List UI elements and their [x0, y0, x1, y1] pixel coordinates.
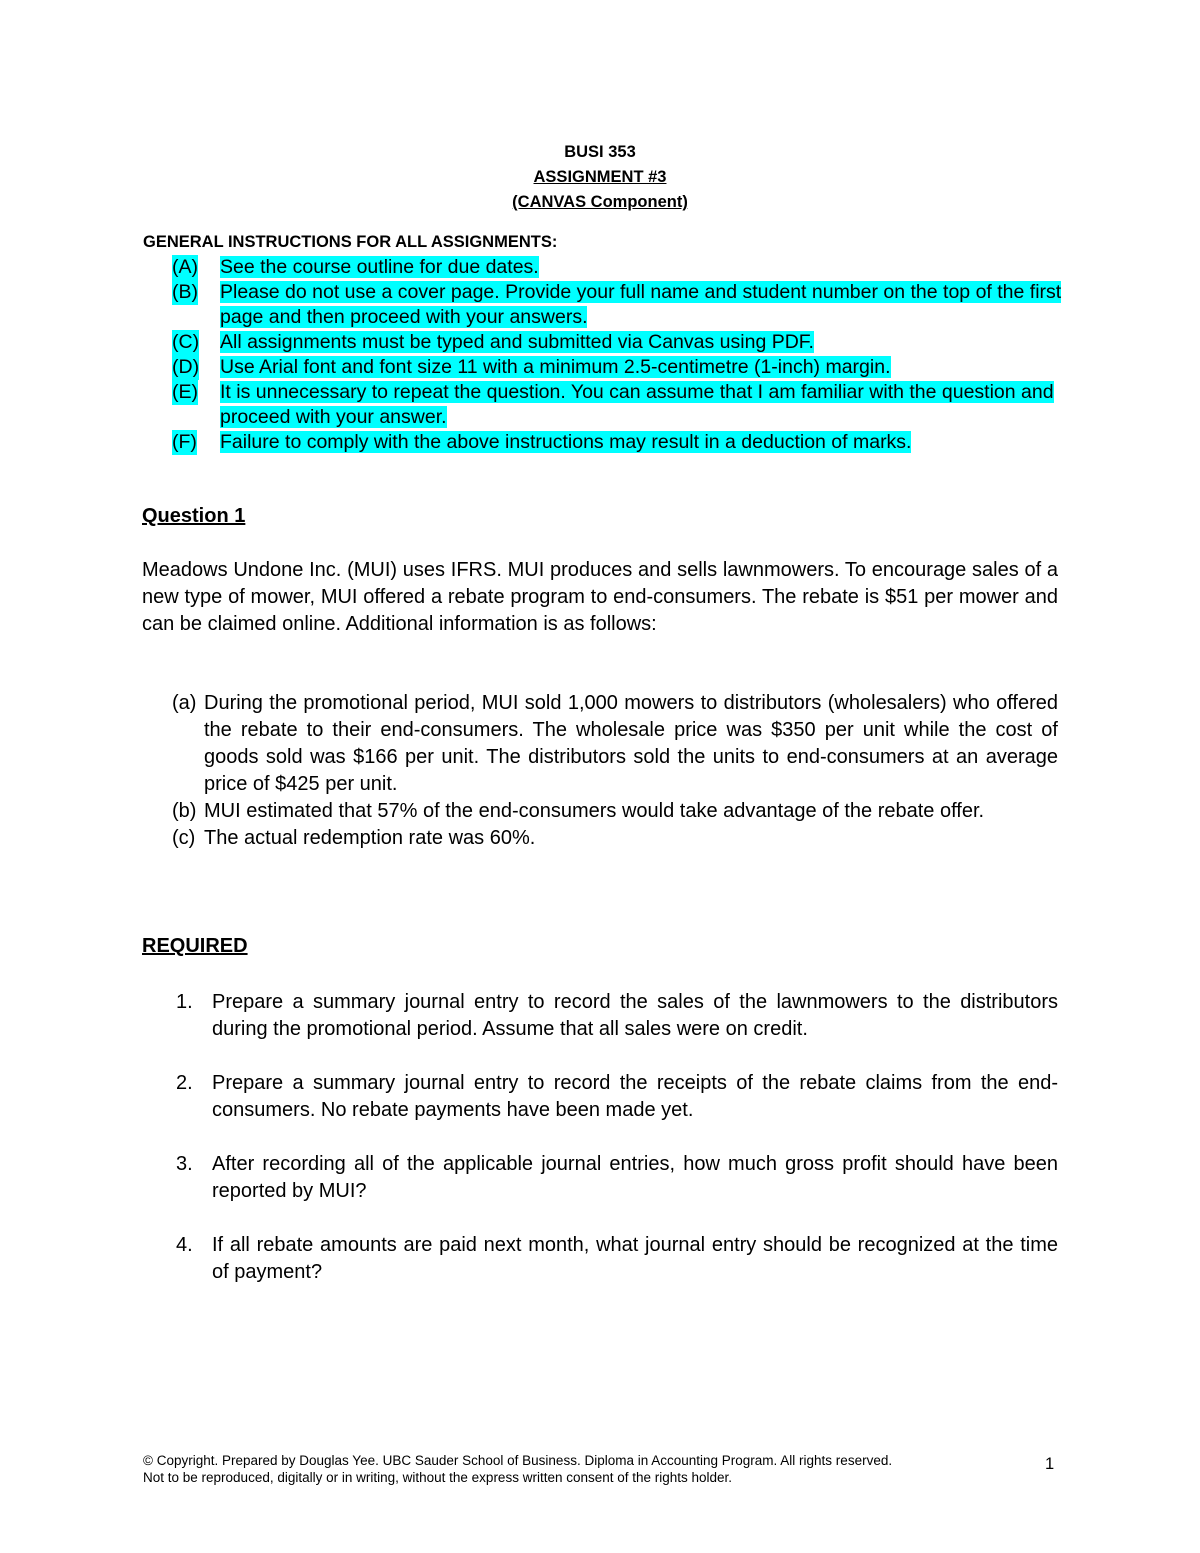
required-title: REQUIRED — [142, 935, 248, 957]
fact-item — [172, 825, 1058, 852]
instruction-text: See the course outline for due dates. — [220, 256, 539, 278]
instruction-item — [172, 355, 1062, 380]
general-instructions-title: GENERAL INSTRUCTIONS FOR ALL ASSIGNMENTS: — [143, 233, 558, 251]
fact-item — [172, 798, 1058, 825]
required-list — [176, 989, 1058, 1313]
required-item — [176, 1070, 1058, 1124]
copyright-line: © Copyright. Prepared by Douglas Yee. UBC Sauder School of Business. Diploma in Accounting Program. All rights reserved. — [143, 1453, 893, 1468]
course-code: BUSI 353 — [564, 143, 636, 161]
instruction-label: (D) — [172, 356, 200, 378]
instruction-item — [172, 280, 1062, 330]
document-header — [0, 140, 1200, 215]
fact-item — [172, 690, 1058, 798]
fact-text: The actual redemption rate was 60%. — [204, 827, 536, 849]
fact-text: During the promotional period, MUI sold 1,000 mowers to distributors (wholesalers) who offered the rebate to their end-consumers. The wholesale price was $350 per unit while the cost of goods sold was $166 per unit. The distributors sold the units to end-consumers at an average price of $425 per unit. — [204, 692, 1058, 795]
fact-text: MUI estimated that 57% of the end-consumers would take advantage of the rebate offer. — [204, 800, 985, 822]
instruction-item — [172, 430, 1062, 455]
instruction-text: Please do not use a cover page. Provide your full name and student number on the top of the first page and then proceed with your answers. — [220, 281, 1062, 328]
instruction-item — [172, 380, 1062, 430]
required-item — [176, 989, 1058, 1043]
question-title: Question 1 — [142, 505, 246, 527]
instruction-label: (A) — [172, 256, 198, 278]
instruction-label: (C) — [172, 331, 200, 353]
required-item — [176, 1232, 1058, 1286]
instruction-text: Failure to comply with the above instructions may result in a deduction of marks. — [220, 431, 912, 453]
fact-label: (a) — [172, 692, 197, 714]
required-number: 3. — [176, 1153, 193, 1175]
instruction-text: Use Arial font and font size 11 with a minimum 2.5-centimetre (1-inch) margin. — [220, 356, 891, 378]
instruction-label: (F) — [172, 431, 197, 453]
instruction-text: All assignments must be typed and submitted via Canvas using PDF. — [220, 331, 814, 353]
instruction-label: (E) — [172, 381, 198, 403]
required-text: Prepare a summary journal entry to record the sales of the lawnmowers to the distributors during the promotional period. Assume that all sales were on credit. — [212, 991, 1058, 1040]
required-text: If all rebate amounts are paid next month, what journal entry should be recognized at the time of payment? — [212, 1234, 1058, 1283]
required-number: 4. — [176, 1234, 193, 1256]
question-facts-list — [172, 690, 1058, 852]
page-number: 1 — [1045, 1455, 1055, 1473]
question-intro: Meadows Undone Inc. (MUI) uses IFRS. MUI produces and sells lawnmowers. To encourage sales of a new type of mower, MUI offered a rebate program to end-consumers. The rebate is $51 per mower and can be claimed online. Additional information is as follows: — [142, 559, 1058, 635]
instruction-text: It is unnecessary to repeat the question. You can assume that I am familiar with the question and proceed with your answer. — [220, 381, 1054, 428]
required-item — [176, 1151, 1058, 1205]
fact-label: (b) — [172, 800, 197, 822]
general-instructions-list — [172, 255, 1062, 455]
fact-label: (c) — [172, 827, 196, 849]
required-text: Prepare a summary journal entry to record the receipts of the rebate claims from the end-consumers. No rebate payments have been made yet. — [212, 1072, 1058, 1121]
required-text: After recording all of the applicable journal entries, how much gross profit should have been reported by MUI? — [212, 1153, 1058, 1202]
copyright-footer — [143, 1452, 892, 1486]
assignment-title: ASSIGNMENT #3 — [533, 168, 667, 186]
instruction-item — [172, 255, 1062, 280]
required-number: 2. — [176, 1072, 193, 1094]
instruction-label: (B) — [172, 281, 198, 303]
instruction-item — [172, 330, 1062, 355]
reproduction-notice: Not to be reproduced, digitally or in writing, without the express written consent of the rights holder. — [143, 1470, 733, 1485]
required-number: 1. — [176, 991, 193, 1013]
assignment-component: (CANVAS Component) — [512, 193, 688, 211]
